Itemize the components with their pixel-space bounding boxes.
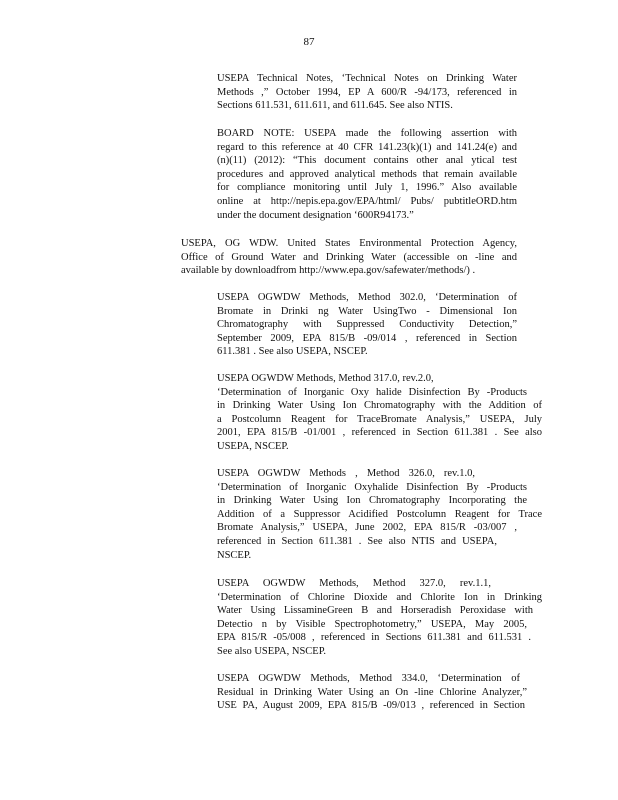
text-line: USEPA OGWDW Methods, Method 317.0, rev.2.0, [217, 373, 434, 384]
reference-technical-notes [217, 72, 517, 113]
text-line: Office of Ground Water and Drinking Water (accessible on -line and [181, 251, 517, 263]
text-line: referenced in Section 611.381 . See also NTIS and USEPA, [217, 535, 497, 547]
text-line: ‘Determination of Chlorine Dioxide and Chlorite Ion in Drinking [217, 591, 542, 603]
reference-method-327 [217, 577, 542, 659]
text-line: ‘Determination of Inorganic Oxy halide Disinfection By -Products [217, 386, 527, 398]
text-line: Bromate Analysis,” USEPA, June 2002, EPA 815/R -03/007 , [217, 522, 517, 534]
text-line: USEPA OGWDW Methods, Method 334.0, ‘Determination of [217, 673, 520, 684]
text-line: a Postcolumn Reagent for TraceBromate Analysis,” USEPA, July [217, 413, 542, 425]
text-line: NSCEP. [217, 549, 252, 561]
text-line: Water Using LissamineGreen B and Horseradish Peroxidase with [217, 605, 533, 617]
text-line: USEPA Technical Notes, ‘Technical Notes on Drinking Water [217, 73, 517, 84]
text-line: BOARD NOTE: USEPA made the following assertion with [217, 128, 517, 139]
text-line: ‘Determination of Inorganic Oxyhalide Disinfection By -Products [217, 481, 527, 493]
reference-method-326 [217, 467, 542, 562]
text-line: EPA 815/R -05/008 , referenced in Sections 611.381 and 611.531 . [217, 632, 531, 644]
text-line: in Drinking Water Using Ion Chromatography with the Addition of [217, 400, 542, 412]
text-line: Sections 611.531, 611.611, and 611.645. See also NTIS. [217, 100, 453, 112]
text-line: USEPA, OG WDW. United States Environmental Protection Agency, [181, 238, 517, 249]
text-line: Addition of a Suppressor Acidified Postcolumn Reagent for Trace [217, 508, 542, 520]
text-line: 2001, EPA 815/B -01/001 , referenced in Section 611.381 . See also [217, 427, 542, 439]
text-line: Methods ,” October 1994, EP A 600/R -94/173, referenced in [217, 86, 517, 98]
text-line: USEPA OGWDW Methods , Method 326.0, rev.1.0, [217, 468, 475, 479]
text-line: Bromate in Drinki ng Water UsingTwo - Dimensional Ion [217, 305, 517, 317]
text-line: Residual in Drinking Water Using an On -line Chlorine Analyzer,” [217, 686, 527, 698]
text-line: Chromatography with Suppressed Conductivity Detection,” [217, 319, 517, 331]
text-line: USEPA OGWDW Methods, Method 327.0, rev.1.1, [217, 578, 491, 589]
text-line: for compliance monitoring until July 1, 1996.” Also available [217, 182, 517, 194]
text-line: USEPA, NSCEP. [217, 440, 289, 452]
text-line: Detectio n by Visible Spectrophotometry,” USEPA, May 2005, [217, 618, 527, 630]
text-line: USEPA OGWDW Methods, Method 302.0, ‘Determination of [217, 292, 517, 303]
text-line: in Drinking Water Using Ion Chromatography Incorporating the [217, 495, 527, 507]
reference-method-334 [217, 672, 542, 713]
text-line: USE PA, August 2009, EPA 815/B -09/013 , referenced in Section [217, 700, 525, 712]
reference-og-wdw [181, 237, 517, 278]
text-line: online at http://nepis.epa.gov/EPA/html/ Pubs/ pubtitleORD.htm [217, 195, 517, 207]
text-line: 611.381 . See also USEPA, NSCEP. [217, 346, 368, 358]
text-line: See also USEPA, NSCEP. [217, 645, 327, 657]
text-line: September 2009, EPA 815/B -09/014 , referenced in Section [217, 332, 517, 344]
text-line: available by downloadfrom http://www.epa.gov/safewater/methods/) . [181, 265, 476, 277]
reference-method-302 [217, 291, 517, 359]
page-number: 87 [303, 36, 315, 48]
text-line: under the document designation ‘600R94173.” [217, 209, 414, 221]
reference-method-317 [217, 372, 542, 454]
board-note [217, 127, 517, 222]
text-line: procedures and approved analytical methods that remain available [217, 168, 517, 180]
text-line: (n)(11) (2012): “This document contains other anal ytical test [217, 155, 517, 167]
text-line: regard to this reference at 40 CFR 141.23(k)(1) and 141.24(e) and [217, 141, 517, 153]
